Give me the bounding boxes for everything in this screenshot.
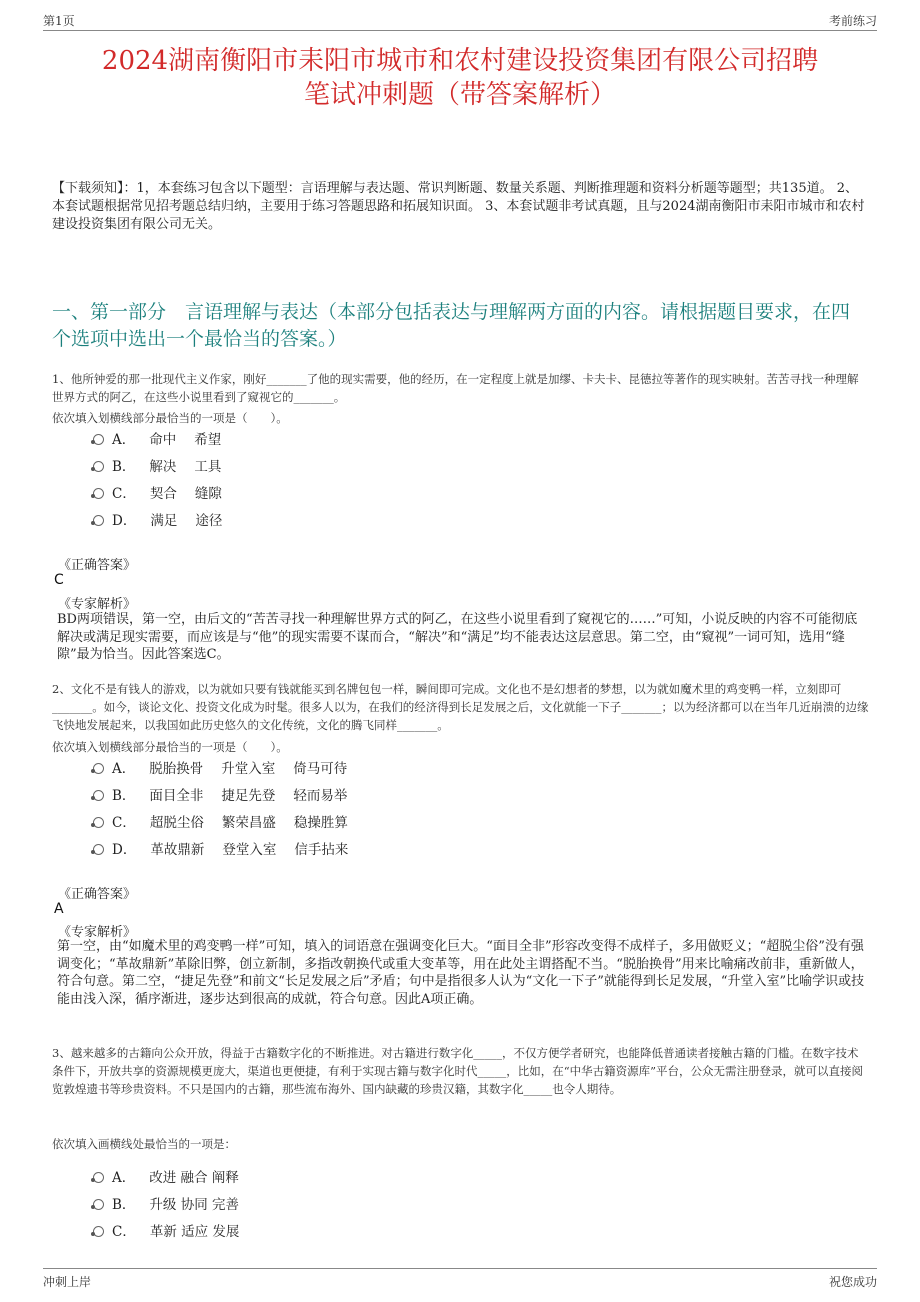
document-title	[43, 44, 877, 112]
question-2-stem: 2、文化不是有钱人的游戏，以为就如只要有钱就能买到名牌包包一样，瞬间即可完成。文化也不是幻想者的梦想，以为就如魔术里的鸡变鸭一样，立刻即可_______。如今，谈论文化、投资文化成为时髦。很多人以为，在我们的经济得到长足发展之后，文化就能一下子_______；以为经济都可以在当年几近崩溃的边缘飞快地发展起来，以我国如此历史悠久的文化传统，文化的腾飞同样_______。	[52, 682, 869, 732]
question-2-option-c[interactable]: C． 超脱尘俗 繁荣昌盛 稳操胜算	[93, 814, 366, 832]
page-header	[43, 8, 877, 31]
page-number: 第1页	[43, 14, 75, 28]
explain-label: 《专家解析》	[58, 925, 137, 940]
question-1-option-b[interactable]: B． 解决 工具	[93, 458, 239, 476]
question-3-option-c[interactable]: C． 革新 适应 发展	[93, 1223, 257, 1241]
question-1-option-a[interactable]: A． 命中 希望	[93, 431, 239, 449]
radio-icon[interactable]	[93, 763, 104, 774]
footer-left: 冲刺上岸	[43, 1275, 92, 1289]
question-3-tip: 依次填入画横线处最恰当的一项是：	[52, 1137, 236, 1151]
question-1-tip: 依次填入划横线部分最恰当的一项是（ ）。	[52, 411, 288, 425]
answer-label: 《正确答案》	[58, 558, 137, 573]
answer-label: 《正确答案》	[58, 887, 137, 902]
download-notice: 【下载须知】：1，本套练习包含以下题型：言语理解与表达题、常识判断题、数量关系题、判断推理题和资料分析题等题型；共135道。 2、本套试题根据常见招考题总结归纳，主要用于练习答题思路和拓展知识面。 3、本套试题非考试真题，且与2024湖南衡阳市耒阳市城市和农村建设投资集团有限公司无关。	[52, 181, 865, 232]
radio-icon[interactable]	[93, 817, 104, 828]
radio-icon[interactable]	[93, 488, 104, 499]
radio-icon[interactable]	[93, 461, 104, 472]
footer-right: 祝您成功	[828, 1275, 877, 1289]
question-1-option-d[interactable]: D． 满足 途径	[93, 512, 240, 530]
radio-icon[interactable]	[93, 1172, 104, 1183]
question-1-option-c[interactable]: C． 契合 缝隙	[93, 485, 240, 503]
radio-icon[interactable]	[93, 790, 104, 801]
question-2-option-b[interactable]: B． 面目全非 捷足先登 轻而易举	[93, 787, 365, 805]
question-2-option-d[interactable]: D． 革故鼎新 登堂入室 信手拈来	[93, 841, 366, 859]
radio-icon[interactable]	[93, 515, 104, 526]
question-3-option-b[interactable]: B． 升级 协同 完善	[93, 1196, 257, 1214]
page-footer	[43, 1268, 877, 1291]
question-1-answer: C	[54, 572, 64, 588]
radio-icon[interactable]	[93, 844, 104, 855]
question-3-option-a[interactable]: A． 改进 融合 阐释	[93, 1169, 257, 1187]
question-2-explanation: 第一空，由“如魔术里的鸡变鸭一样”可知，填入的词语意在强调变化巨大。“面目全非”形容改变得不成样子，多用做贬义；“超脱尘俗”没有强调变化；“革故鼎新”革除旧弊，创立新制，多指改朝换代或重大变革等，用在此处主谓搭配不当。“脱胎换骨”用来比喻痛改前非，重新做人，符合句意。第二空，“捷足先登”和前文“长足发展之后”矛盾；句中是指很多人认为“文化一下子”就能得到长足发展，“升堂入室”比喻学识或技能由浅入深，循序渐进，逐步达到很高的成就，符合句意。因此A项正确。	[57, 939, 865, 1007]
header-label: 考前练习	[828, 14, 877, 28]
radio-icon[interactable]	[93, 1226, 104, 1237]
question-2-option-a[interactable]: A． 脱胎换骨 升堂入室 倚马可待	[93, 760, 365, 778]
title-line-2: 笔试冲刺题（带答案解析）	[303, 80, 616, 110]
section-heading: 一、第一部分 言语理解与表达（本部分包括表达与理解两方面的内容。请根据题目要求，在四个选项中选出一个最恰当的答案。）	[52, 301, 851, 350]
question-1-stem: 1、他所钟爱的那一批现代主义作家，刚好_______了他的现实需要，他的经历，在一定程度上就是加缪、卡夫卡、昆德拉等著作的现实映射。苦苦寻找一种理解世界方式的阿乙，在这些小说里看到了窥视它的_______。	[52, 372, 859, 404]
question-2-answer: A	[54, 901, 64, 917]
question-2-tip: 依次填入划横线部分最恰当的一项是（ ）。	[52, 740, 288, 754]
radio-icon[interactable]	[93, 1199, 104, 1210]
title-line-1: 2024湖南衡阳市耒阳市城市和农村建设投资集团有限公司招聘	[101, 46, 819, 76]
radio-icon[interactable]	[93, 434, 104, 445]
question-3-stem: 3、越来越多的古籍向公众开放，得益于古籍数字化的不断推进。对古籍进行数字化_____，不仅方便学者研究，也能降低普通读者接触古籍的门槛。在数字技术条件下，开放共享的资源规模更庞大，渠道也更便捷，有利于实现古籍与数字化时代_____，比如，在“中华古籍资源库”平台，公众无需注册登录，就可以直接阅览敦煌遗书等珍贵资料。不只是国内的古籍，那些流布海外、国内缺藏的珍贵汉籍，其数字化_____也令人期待。	[52, 1046, 864, 1096]
explain-label: 《专家解析》	[58, 597, 137, 612]
question-1-explanation: BD两项错误，第一空，由后文的“苦苦寻找一种理解世界方式的阿乙，在这些小说里看到了窥视它的……”可知，小说反映的内容不可能彻底解决或满足现实需要，而应该是与“他”的现实需要不谋而合，“解决”和“满足”均不能表达这层意思。第二空，由“窥视”一词可知，选用“缝隙”最为恰当。因此答案选C。	[57, 612, 858, 662]
